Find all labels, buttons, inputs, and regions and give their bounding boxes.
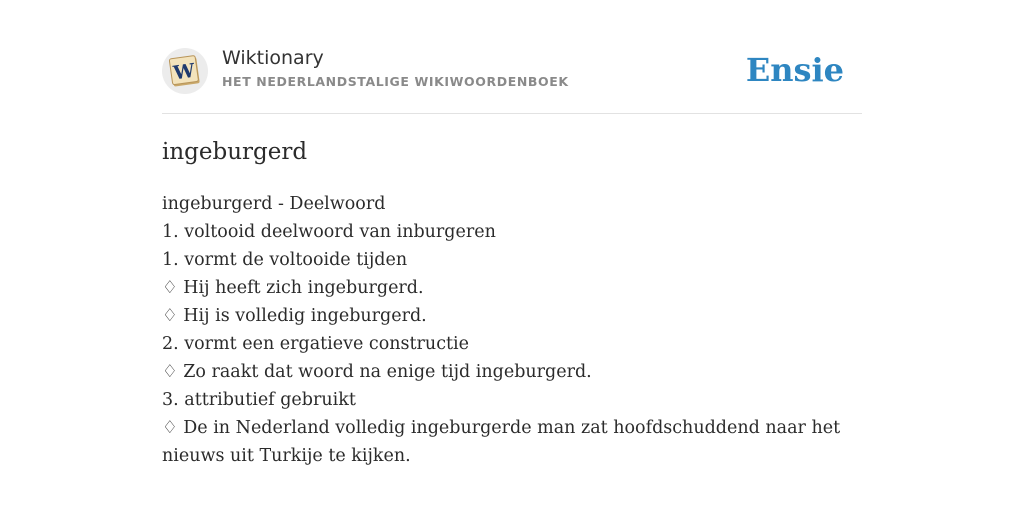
example-line: ♢ Zo raakt dat woord na enige tijd ingeburgerd. bbox=[162, 362, 592, 382]
definition-line: ingeburgerd - Deelwoord bbox=[162, 194, 386, 214]
entry-title: ingeburgerd bbox=[162, 139, 308, 165]
site-name[interactable]: Wiktionary bbox=[222, 47, 324, 69]
wiktionary-logo-icon[interactable] bbox=[162, 48, 208, 94]
site-tagline: HET NEDERLANDSTALIGE WIKIWOORDENBOEK bbox=[222, 74, 569, 89]
ensie-brand-logo[interactable]: Ensie bbox=[745, 51, 844, 89]
example-line: ♢ Hij heeft zich ingeburgerd. bbox=[162, 278, 424, 298]
example-line: ♢ Hij is volledig ingeburgerd. bbox=[162, 306, 427, 326]
definition-card bbox=[162, 0, 862, 512]
example-line: ♢ De in Nederland volledig ingeburgerde man zat hoofdschuddend naar het nieuws uit Turkije te kijken. bbox=[162, 418, 841, 466]
definition-line: 3. attributief gebruikt bbox=[162, 390, 356, 410]
site-header bbox=[162, 46, 862, 96]
definition-line: 1. voltooid deelwoord van inburgeren bbox=[162, 222, 496, 242]
definition-line: 2. vormt een ergatieve constructie bbox=[162, 334, 469, 354]
definition-line: 1. vormt de voltooide tijden bbox=[162, 250, 408, 270]
header-divider bbox=[162, 113, 862, 114]
logo-letter: W bbox=[172, 59, 197, 85]
definition-body bbox=[162, 190, 862, 470]
